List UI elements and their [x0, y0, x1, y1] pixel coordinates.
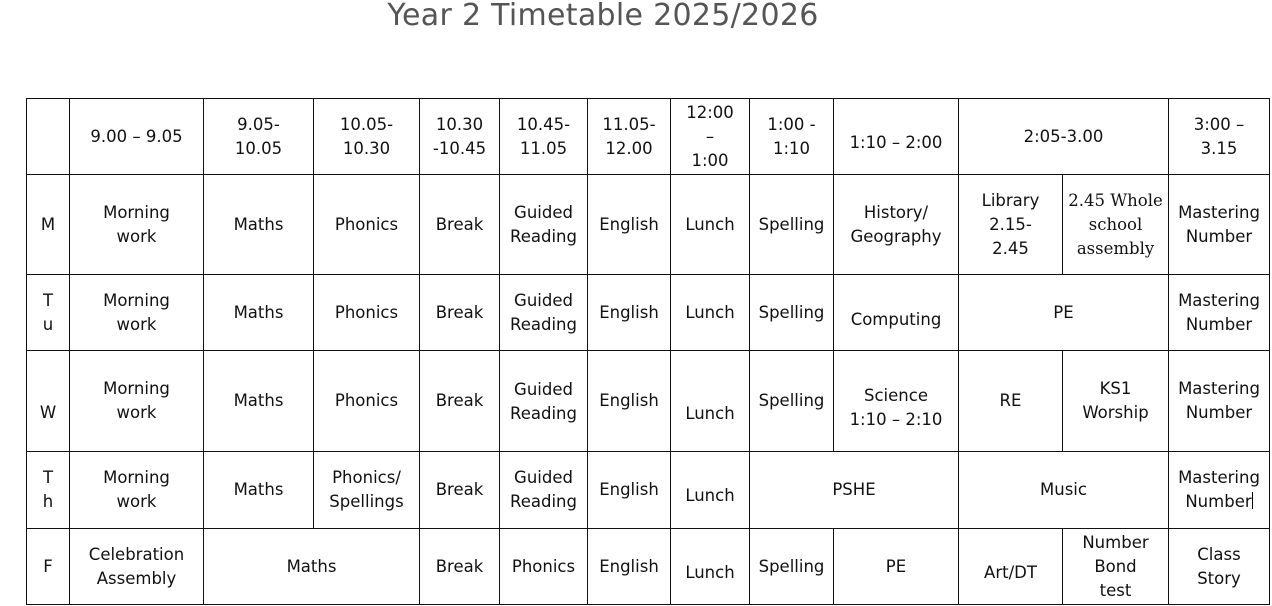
wednesday-row: [27, 351, 1270, 452]
cell-line: [1171, 490, 1267, 514]
lesson-cell: Spelling: [750, 351, 834, 452]
day-label: F: [27, 529, 70, 605]
lesson-cell: Maths: [204, 175, 314, 275]
lesson-cell: Guided Reading: [500, 175, 588, 275]
lesson-cell: Mastering Number: [1169, 175, 1270, 275]
lesson-cell: Computing: [834, 275, 959, 351]
lesson-cell: Maths: [204, 529, 420, 605]
lesson-cell: Morning work: [70, 452, 204, 529]
lesson-cell: Celebration Assembly: [70, 529, 204, 605]
lesson-cell: Break: [420, 351, 500, 452]
lesson-cell: Maths: [204, 275, 314, 351]
lesson-cell: Music: [959, 452, 1169, 529]
lesson-cell: KS1 Worship: [1063, 351, 1169, 452]
lesson-cell: English: [588, 351, 671, 452]
lesson-cell: Morning work: [70, 175, 204, 275]
lesson-cell: Phonics: [314, 175, 420, 275]
lesson-cell: PE: [834, 529, 959, 605]
time-header: 2:05-3.00: [959, 99, 1169, 175]
lesson-cell: English: [588, 175, 671, 275]
lesson-cell: Phonics: [314, 351, 420, 452]
day-label: M: [27, 175, 70, 275]
lesson-cell: Library 2.15- 2.45: [959, 175, 1063, 275]
lesson-cell: Guided Reading: [500, 275, 588, 351]
lesson-cell: Phonics/ Spellings: [314, 452, 420, 529]
time-header: 10.30 -10.45: [420, 99, 500, 175]
time-header: 1:10 – 2:00: [834, 99, 959, 175]
page-title: Year 2 Timetable 2025/2026: [387, 0, 819, 33]
day-label: W: [27, 351, 70, 452]
lesson-cell: English: [588, 275, 671, 351]
lesson-cell: Class Story: [1169, 529, 1270, 605]
time-header: 1:00 - 1:10: [750, 99, 834, 175]
lesson-cell: Break: [420, 452, 500, 529]
lesson-cell: Science 1:10 – 2:10: [834, 351, 959, 452]
lesson-cell: Lunch: [671, 529, 750, 605]
time-header: 9.00 – 9.05: [70, 99, 204, 175]
cell-line-text: Number: [1185, 492, 1252, 511]
text-cursor: [1252, 492, 1253, 509]
day-label: T h: [27, 452, 70, 529]
lesson-cell: Break: [420, 175, 500, 275]
lesson-cell: Guided Reading: [500, 351, 588, 452]
friday-row: [27, 529, 1270, 605]
lesson-cell: Break: [420, 275, 500, 351]
lesson-cell: Phonics: [500, 529, 588, 605]
lesson-cell: English: [588, 529, 671, 605]
time-header: 3:00 – 3.15: [1169, 99, 1270, 175]
lesson-cell: Mastering Number: [1169, 351, 1270, 452]
tuesday-row: [27, 275, 1270, 351]
lesson-cell: PSHE: [750, 452, 959, 529]
lesson-cell: RE: [959, 351, 1063, 452]
lesson-cell: PE: [959, 275, 1169, 351]
day-label: T u: [27, 275, 70, 351]
lesson-cell: Lunch: [671, 175, 750, 275]
lesson-cell: Morning work: [70, 275, 204, 351]
lesson-cell: History/ Geography: [834, 175, 959, 275]
time-header: 10.45- 11.05: [500, 99, 588, 175]
header-row: [27, 99, 1270, 175]
lesson-cell: English: [588, 452, 671, 529]
time-header: 12:00 – 1:00: [671, 99, 750, 175]
lesson-cell: Lunch: [671, 275, 750, 351]
timetable: [26, 98, 1270, 605]
lesson-cell: Guided Reading: [500, 452, 588, 529]
time-header: 9.05- 10.05: [204, 99, 314, 175]
lesson-cell: Spelling: [750, 529, 834, 605]
cell-line: Mastering: [1178, 468, 1260, 487]
lesson-cell: [1169, 452, 1270, 529]
lesson-cell: Break: [420, 529, 500, 605]
lesson-cell: Lunch: [671, 452, 750, 529]
lesson-cell: Number Bond test: [1063, 529, 1169, 605]
time-header: 10.05- 10.30: [314, 99, 420, 175]
lesson-cell: Maths: [204, 351, 314, 452]
lesson-cell: 2.45 Whole school assembly: [1063, 175, 1169, 275]
corner-cell: [27, 99, 70, 175]
lesson-cell: Mastering Number: [1169, 275, 1270, 351]
lesson-cell: Maths: [204, 452, 314, 529]
monday-row: [27, 175, 1270, 275]
lesson-cell: Morning work: [70, 351, 204, 452]
time-header: 11.05- 12.00: [588, 99, 671, 175]
lesson-cell: Spelling: [750, 175, 834, 275]
lesson-cell: Phonics: [314, 275, 420, 351]
thursday-row: [27, 452, 1270, 529]
lesson-cell: Lunch: [671, 351, 750, 452]
lesson-cell: Art/DT: [959, 529, 1063, 605]
lesson-cell: Spelling: [750, 275, 834, 351]
